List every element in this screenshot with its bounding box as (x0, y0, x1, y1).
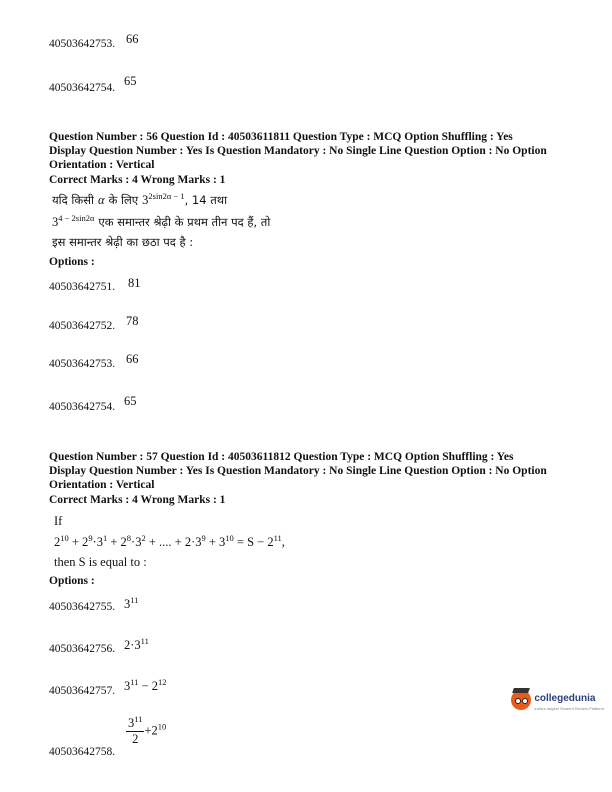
mascot-icon (511, 690, 531, 710)
question-text: $3^{4 - 2sin2\alpha}$ एक समान्तर श्रेढ़ी के प्रथम तीन पद हैं, तो (52, 213, 271, 229)
option-id: 40503642757. (49, 685, 116, 697)
option-id: 40503642751. (49, 281, 116, 293)
option-id: 40503642754. (49, 401, 116, 413)
fraction: $\frac{3^{11}}{2}$ (128, 714, 143, 746)
option-id: 40503642754. (49, 82, 116, 94)
question-header: Question Number : 57 Question Id : 40503611812 Question Type : MCQ Option Shuffling : Yes Display Question Number : Yes Is Question Mandatory : No Single Line Question Option : No Option Orientation : Vertical (49, 451, 547, 491)
question-header: Question Number : 56 Question Id : 40503611811 Question Type : MCQ Option Shuffling : Yes Display Question Number : Yes Is Question Mandatory : No Single Line Question Option : No Option Orientation : Vertical (49, 131, 547, 171)
option-id: 40503642758. (49, 746, 116, 758)
options-label: Options : (49, 256, 95, 268)
option-id: 40503642755. (49, 601, 116, 613)
marks-info: Correct Marks : 4 Wrong Marks : 1 (49, 494, 226, 506)
question-text: इस समान्तर श्रेढ़ी का छठा पद है : (52, 235, 194, 249)
option-value: $3^{11} - 2^{12}$ (124, 677, 167, 693)
option-value: 65 (124, 394, 137, 408)
question-text: यदि किसी α के लिए $3^{2sin2\alpha - 1}$, 14 तथा (52, 191, 228, 207)
option-value: 66 (126, 352, 139, 366)
option-value: 81 (128, 276, 141, 290)
collegedunia-logo: collegedunia India's largest Student Review Platform (511, 688, 604, 711)
option-id: 40503642752. (49, 320, 116, 332)
equation: $2^{10} + 2^9\cdot 3^1 + 2^8\cdot 3^2$ + .... + $2\cdot 3^9 + 3^{10} = S - 2^{11}$, (54, 533, 285, 549)
options-label: Options : (49, 575, 95, 587)
option-value: 65 (124, 74, 137, 88)
question-text: then S is equal to : (54, 555, 147, 569)
option-value: $3^{11}$ (124, 595, 139, 611)
option-value: $\frac{3^{11}}{2}$ $+2^{10}$ (128, 714, 167, 746)
option-value: 66 (126, 32, 139, 46)
option-value: $2\cdot 3^{11}$ (124, 636, 149, 652)
question-text: If (54, 514, 63, 528)
marks-info: Correct Marks : 4 Wrong Marks : 1 (49, 174, 226, 186)
option-id: 40503642753. (49, 358, 116, 370)
option-id: 40503642753. (49, 38, 116, 50)
option-value: 78 (126, 314, 139, 328)
option-id: 40503642756. (49, 643, 116, 655)
